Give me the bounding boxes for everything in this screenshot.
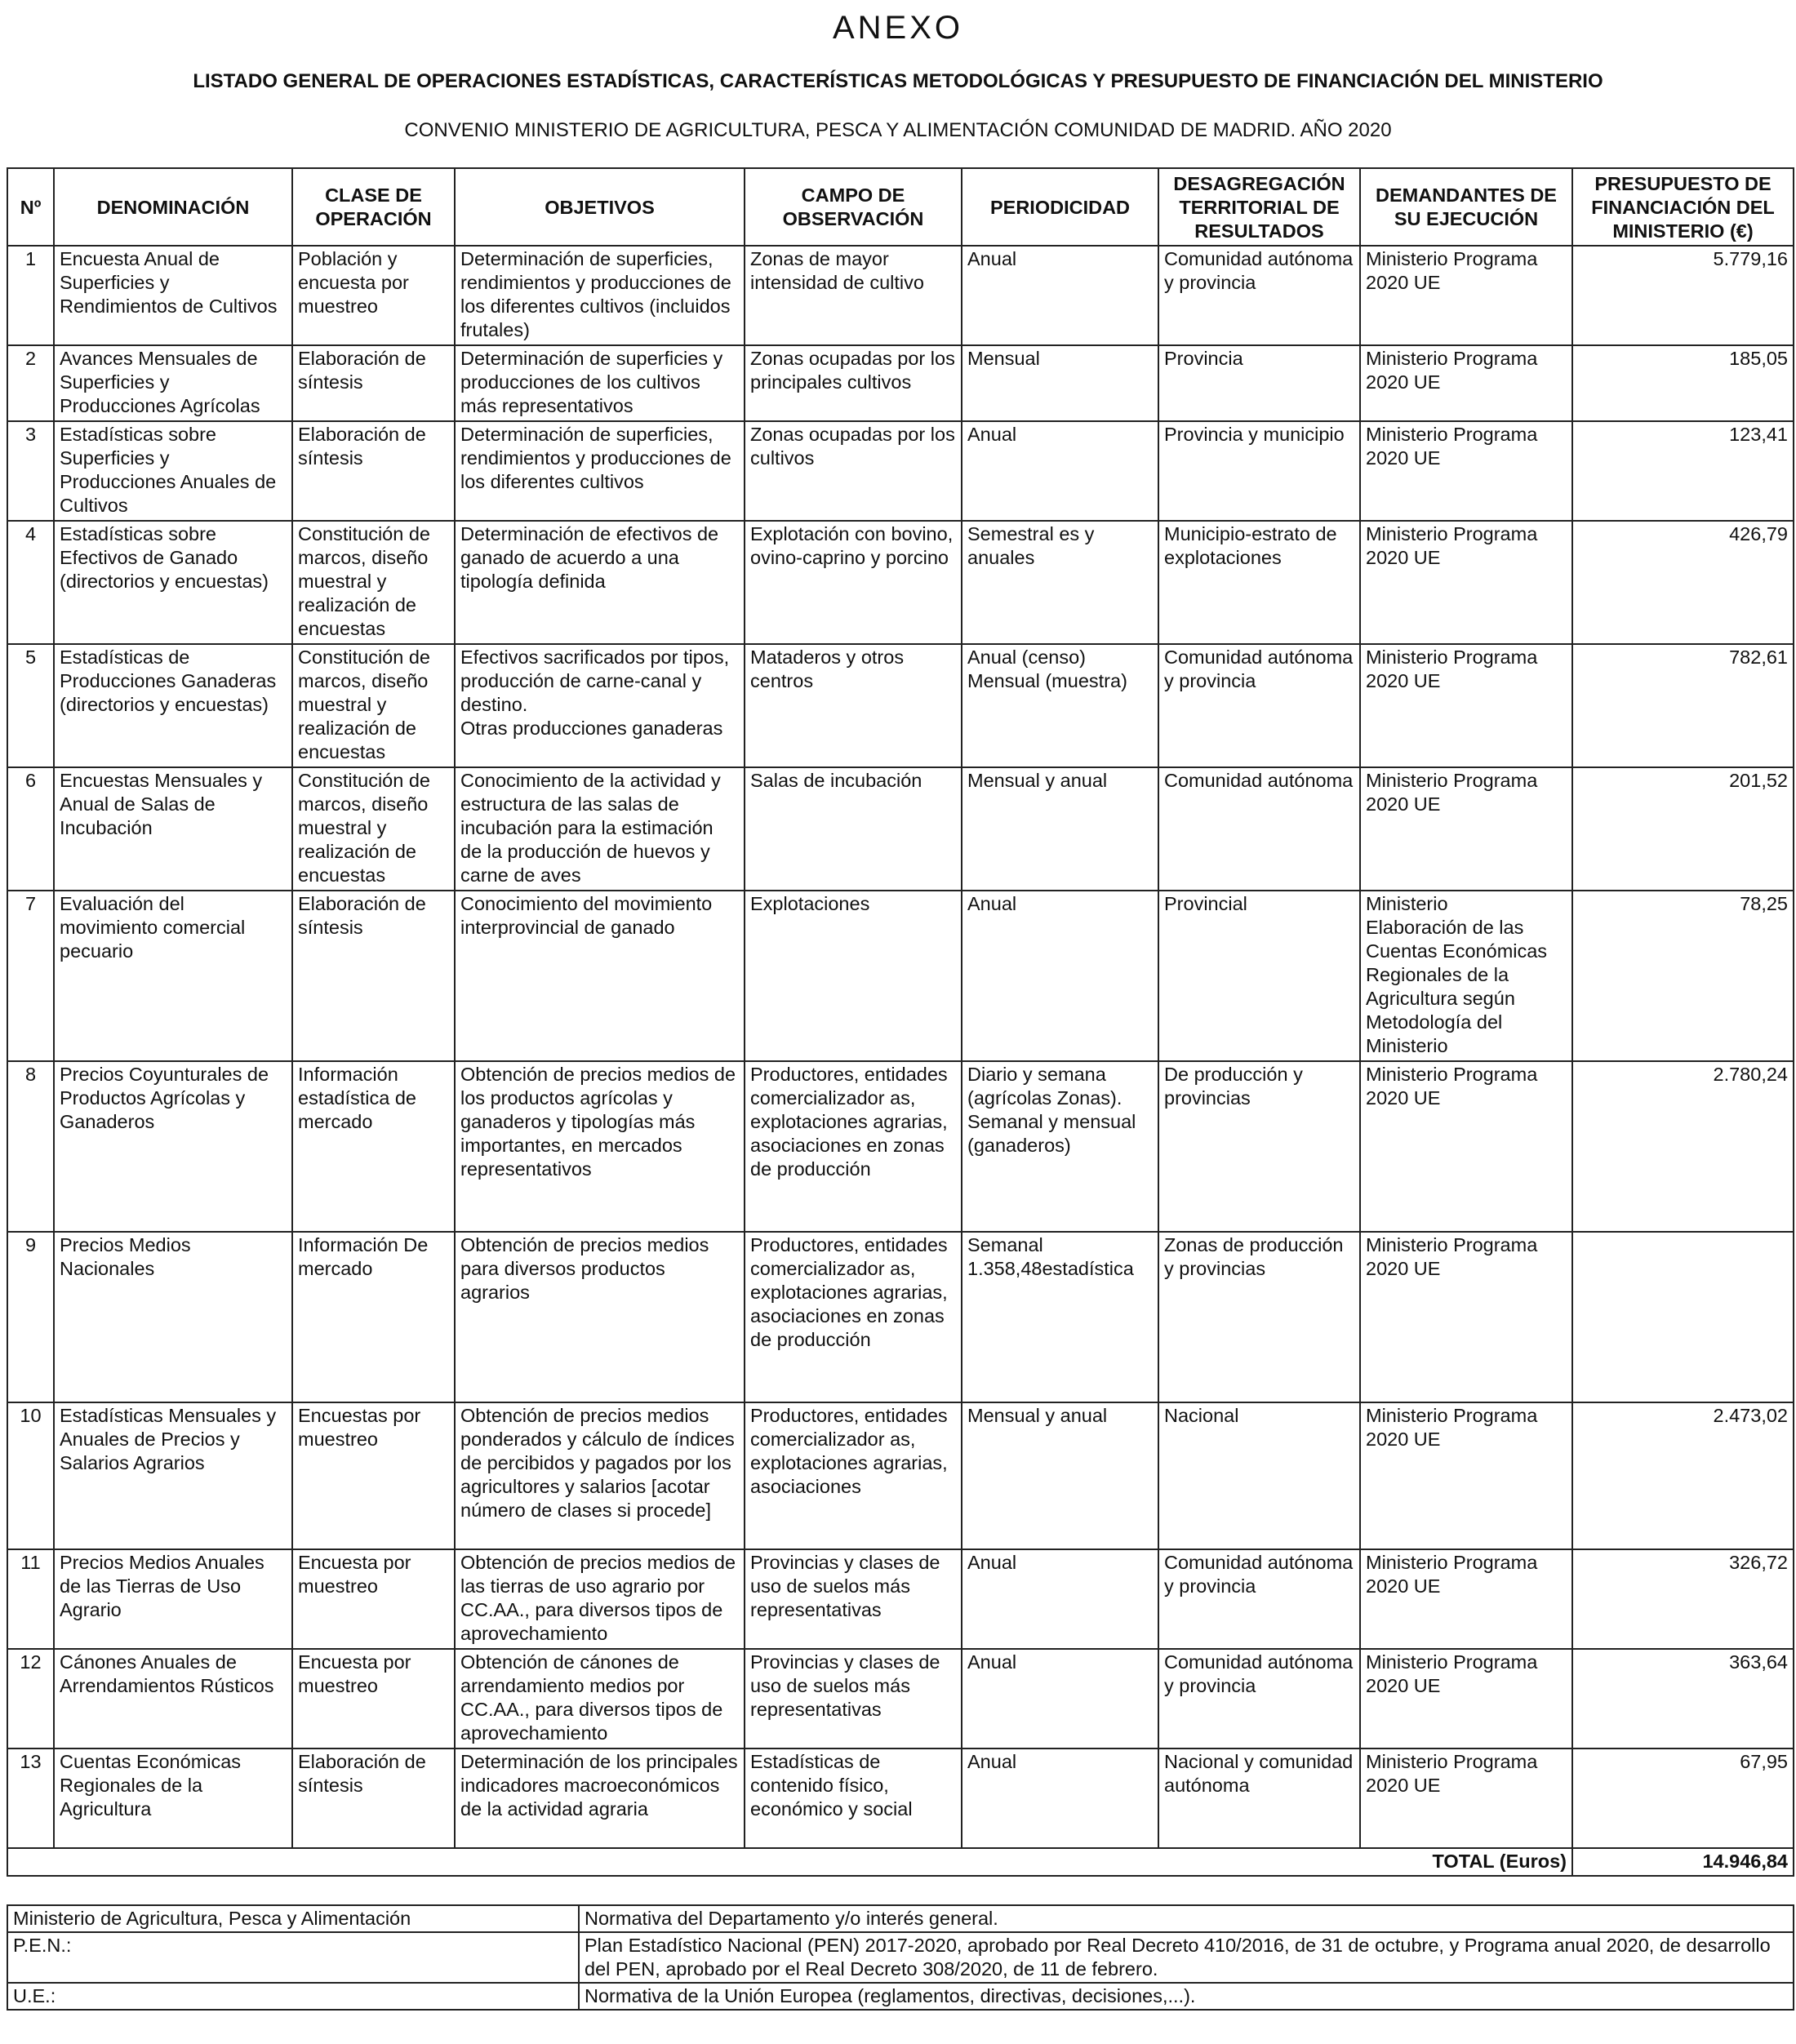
cell-demandantes: Ministerio Programa 2020 UE — [1360, 1649, 1572, 1749]
cell-presupuesto: 363,64 — [1572, 1649, 1794, 1749]
legend-term: P.E.N.: — [7, 1932, 579, 1983]
cell-desagregacion: Comunidad autónoma y provincia — [1158, 1549, 1360, 1649]
total-row — [7, 1848, 1794, 1876]
cell-clase: Constitución de marcos, diseño muestral y realización de encuestas — [292, 521, 455, 644]
cell-denominacion: Estadísticas Mensuales y Anuales de Precios y Salarios Agrarios — [54, 1402, 292, 1549]
table-row — [7, 246, 1794, 345]
cell-objetivos: Determinación de superficies y producciones de los cultivos más representativos — [455, 345, 745, 421]
table-row — [7, 1402, 1794, 1549]
page-title: ANEXO — [832, 10, 964, 46]
cell-periodicidad: Diario y semana (agrícolas Zonas). Semanal y mensual (ganaderos) — [962, 1061, 1158, 1232]
legend-definition: Plan Estadístico Nacional (PEN) 2017-2020, aprobado por Real Decreto 410/2016, de 31 de octubre, y Programa anual 2020, de desarrollo del PEN, aprobado por el Real Decreto 308/2020, de 11 de febrero. — [579, 1932, 1794, 1983]
cell-denominacion: Estadísticas sobre Efectivos de Ganado (directorios y encuestas) — [54, 521, 292, 644]
cell-presupuesto: 426,79 — [1572, 521, 1794, 644]
cell-demandantes: Ministerio Programa 2020 UE — [1360, 521, 1572, 644]
cell-periodicidad: Anual — [962, 1649, 1158, 1749]
legend-row — [7, 1905, 1794, 1932]
table-row — [7, 1549, 1794, 1649]
total-label: TOTAL (Euros) — [7, 1848, 1572, 1876]
cell-demandantes: Ministerio Programa 2020 UE — [1360, 1549, 1572, 1649]
header-periodicidad: PERIODICIDAD — [962, 168, 1158, 246]
cell-denominacion: Avances Mensuales de Superficies y Producciones Agrícolas — [54, 345, 292, 421]
cell-demandantes: Ministerio Programa 2020 UE — [1360, 1061, 1572, 1232]
table-row — [7, 644, 1794, 767]
cell-num: 5 — [7, 644, 54, 767]
cell-clase: Información estadística de mercado — [292, 1061, 455, 1232]
cell-num: 3 — [7, 421, 54, 521]
cell-presupuesto — [1572, 1232, 1794, 1402]
cell-clase: Población y encuesta por muestreo — [292, 246, 455, 345]
cell-objetivos: Determinación de efectivos de ganado de acuerdo a una tipología definida — [455, 521, 745, 644]
cell-presupuesto: 78,25 — [1572, 891, 1794, 1061]
cell-desagregacion: Comunidad autónoma — [1158, 767, 1360, 891]
legend-row — [7, 1932, 1794, 1983]
cell-objetivos: Obtención de precios medios de los productos agrícolas y ganaderos y tipologías más importantes, en mercados representativos — [455, 1061, 745, 1232]
header-demandantes: DEMANDANTES DE SU EJECUCIÓN — [1360, 168, 1572, 246]
cell-presupuesto: 5.779,16 — [1572, 246, 1794, 345]
cell-objetivos: Obtención de precios medios para diversos productos agrarios — [455, 1232, 745, 1402]
cell-clase: Elaboración de síntesis — [292, 421, 455, 521]
table-row — [7, 1749, 1794, 1848]
cell-objetivos: Conocimiento del movimiento interprovincial de ganado — [455, 891, 745, 1061]
cell-periodicidad: Mensual y anual — [962, 767, 1158, 891]
cell-objetivos: Obtención de precios medios ponderados y cálculo de índices de percibidos y pagados por los agricultores y salarios [acotar número de clases si procede] — [455, 1402, 745, 1549]
table-row — [7, 767, 1794, 891]
table-row — [7, 345, 1794, 421]
cell-desagregacion: Nacional y comunidad autónoma — [1158, 1749, 1360, 1848]
cell-denominacion: Precios Medios Nacionales — [54, 1232, 292, 1402]
table-row — [7, 891, 1794, 1061]
cell-clase: Información De mercado — [292, 1232, 455, 1402]
cell-denominacion: Precios Coyunturales de Productos Agrícolas y Ganaderos — [54, 1061, 292, 1232]
cell-clase: Encuesta por muestreo — [292, 1549, 455, 1649]
cell-demandantes: Ministerio Programa 2020 UE — [1360, 345, 1572, 421]
legend-body — [7, 1905, 1794, 2010]
cell-objetivos: Determinación de los principales indicadores macroeconómicos de la actividad agraria — [455, 1749, 745, 1848]
cell-num: 13 — [7, 1749, 54, 1848]
table-row — [7, 421, 1794, 521]
cell-num: 7 — [7, 891, 54, 1061]
legend-definition: Normativa del Departamento y/o interés general. — [579, 1905, 1794, 1932]
cell-num: 2 — [7, 345, 54, 421]
header-denominacion: DENOMINACIÓN — [54, 168, 292, 246]
cell-desagregacion: De producción y provincias — [1158, 1061, 1360, 1232]
cell-desagregacion: Provincial — [1158, 891, 1360, 1061]
cell-campo: Productores, entidades comercializador as, explotaciones agrarias, asociaciones en zonas de producción — [745, 1232, 962, 1402]
cell-campo: Productores, entidades comercializador as, explotaciones agrarias, asociaciones en zonas de producción — [745, 1061, 962, 1232]
cell-demandantes: Ministerio Programa 2020 UE — [1360, 421, 1572, 521]
cell-periodicidad: Semestral es y anuales — [962, 521, 1158, 644]
cell-demandantes: Ministerio Programa 2020 UE — [1360, 767, 1572, 891]
cell-num: 4 — [7, 521, 54, 644]
cell-denominacion: Precios Medios Anuales de las Tierras de Uso Agrario — [54, 1549, 292, 1649]
cell-desagregacion: Comunidad autónoma y provincia — [1158, 246, 1360, 345]
cell-objetivos: Determinación de superficies, rendimientos y producciones de los diferentes cultivos (incluidos frutales) — [455, 246, 745, 345]
cell-periodicidad: Anual (censo) Mensual (muestra) — [962, 644, 1158, 767]
header-num: Nº — [7, 168, 54, 246]
cell-presupuesto: 782,61 — [1572, 644, 1794, 767]
cell-clase: Encuesta por muestreo — [292, 1649, 455, 1749]
table-row — [7, 521, 1794, 644]
cell-campo: Explotación con bovino, ovino-caprino y porcino — [745, 521, 962, 644]
cell-num: 12 — [7, 1649, 54, 1749]
cell-campo: Salas de incubación — [745, 767, 962, 891]
cell-demandantes: Ministerio Programa 2020 UE — [1360, 1749, 1572, 1848]
legend-table — [7, 1904, 1794, 2011]
cell-denominacion: Encuesta Anual de Superficies y Rendimientos de Cultivos — [54, 246, 292, 345]
cell-desagregacion: Zonas de producción y provincias — [1158, 1232, 1360, 1402]
table-row — [7, 1061, 1794, 1232]
table-body — [7, 246, 1794, 1848]
cell-desagregacion: Provincia — [1158, 345, 1360, 421]
cell-periodicidad: Anual — [962, 891, 1158, 1061]
cell-denominacion: Cuentas Económicas Regionales de la Agricultura — [54, 1749, 292, 1848]
cell-desagregacion: Provincia y municipio — [1158, 421, 1360, 521]
cell-num: 1 — [7, 246, 54, 345]
cell-presupuesto: 67,95 — [1572, 1749, 1794, 1848]
legend-definition: Normativa de la Unión Europea (reglamentos, directivas, decisiones,...). — [579, 1983, 1794, 2010]
total-value: 14.946,84 — [1572, 1848, 1794, 1876]
cell-demandantes: Ministerio Programa 2020 UE — [1360, 246, 1572, 345]
cell-periodicidad: Semanal 1.358,48estadística — [962, 1232, 1158, 1402]
cell-periodicidad: Mensual y anual — [962, 1402, 1158, 1549]
cell-presupuesto: 201,52 — [1572, 767, 1794, 891]
header-objetivos: OBJETIVOS — [455, 168, 745, 246]
cell-desagregacion: Municipio-estrato de explotaciones — [1158, 521, 1360, 644]
cell-campo: Zonas de mayor intensidad de cultivo — [745, 246, 962, 345]
cell-campo: Explotaciones — [745, 891, 962, 1061]
cell-campo: Mataderos y otros centros — [745, 644, 962, 767]
cell-desagregacion: Nacional — [1158, 1402, 1360, 1549]
cell-desagregacion: Comunidad autónoma y provincia — [1158, 644, 1360, 767]
cell-objetivos: Determinación de superficies, rendimientos y producciones de los diferentes cultivos — [455, 421, 745, 521]
cell-objetivos: Obtención de cánones de arrendamiento medios por CC.AA., para diversos tipos de aprovechamiento — [455, 1649, 745, 1749]
cell-num: 6 — [7, 767, 54, 891]
legend-term: U.E.: — [7, 1983, 579, 2010]
cell-objetivos: Conocimiento de la actividad y estructura de las salas de incubación para la estimación de la producción de huevos y carne de aves — [455, 767, 745, 891]
cell-demandantes: Ministerio Elaboración de las Cuentas Económicas Regionales de la Agricultura según Metodología del Ministerio — [1360, 891, 1572, 1061]
legend-term: Ministerio de Agricultura, Pesca y Alimentación — [7, 1905, 579, 1932]
cell-denominacion: Estadísticas sobre Superficies y Producciones Anuales de Cultivos — [54, 421, 292, 521]
cell-periodicidad: Anual — [962, 1549, 1158, 1649]
cell-objetivos: Obtención de precios medios de las tierras de uso agrario por CC.AA., para diversos tipos de aprovechamiento — [455, 1549, 745, 1649]
cell-campo: Provincias y clases de uso de suelos más representativas — [745, 1549, 962, 1649]
cell-campo: Provincias y clases de uso de suelos más representativas — [745, 1649, 962, 1749]
cell-num: 11 — [7, 1549, 54, 1649]
cell-denominacion: Encuestas Mensuales y Anual de Salas de Incubación — [54, 767, 292, 891]
table-row — [7, 1232, 1794, 1402]
cell-demandantes: Ministerio Programa 2020 UE — [1360, 1402, 1572, 1549]
legend-row — [7, 1983, 1794, 2010]
cell-periodicidad: Anual — [962, 246, 1158, 345]
cell-periodicidad: Anual — [962, 421, 1158, 521]
cell-clase: Encuestas por muestreo — [292, 1402, 455, 1549]
cell-campo: Productores, entidades comercializador as, explotaciones agrarias, asociaciones — [745, 1402, 962, 1549]
header-campo: CAMPO DE OBSERVACIÓN — [745, 168, 962, 246]
cell-clase: Elaboración de síntesis — [292, 891, 455, 1061]
cell-clase: Elaboración de síntesis — [292, 1749, 455, 1848]
header-desagregacion: DESAGREGACIÓN TERRITORIAL DE RESULTADOS — [1158, 168, 1360, 246]
cell-presupuesto: 2.473,02 — [1572, 1402, 1794, 1549]
document-subtitle: LISTADO GENERAL DE OPERACIONES ESTADÍSTICAS, CARACTERÍSTICAS METODOLÓGICAS Y PRESUPUESTO DE FINANCIACIÓN DEL MINISTERIO — [193, 70, 1603, 92]
cell-periodicidad: Anual — [962, 1749, 1158, 1848]
cell-presupuesto: 2.780,24 — [1572, 1061, 1794, 1232]
cell-num: 8 — [7, 1061, 54, 1232]
cell-periodicidad: Mensual — [962, 345, 1158, 421]
cell-denominacion: Estadísticas de Producciones Ganaderas (directorios y encuestas) — [54, 644, 292, 767]
cell-demandantes: Ministerio Programa 2020 UE — [1360, 1232, 1572, 1402]
cell-demandantes: Ministerio Programa 2020 UE — [1360, 644, 1572, 767]
cell-denominacion: Evaluación del movimiento comercial pecuario — [54, 891, 292, 1061]
cell-clase: Elaboración de síntesis — [292, 345, 455, 421]
agreement-title: CONVENIO MINISTERIO DE AGRICULTURA, PESCA Y ALIMENTACIÓN COMUNIDAD DE MADRID. AÑO 2020 — [404, 119, 1392, 141]
cell-num: 9 — [7, 1232, 54, 1402]
cell-campo: Estadísticas de contenido físico, económico y social — [745, 1749, 962, 1848]
header-clase: CLASE DE OPERACIÓN — [292, 168, 455, 246]
table-row — [7, 1649, 1794, 1749]
cell-clase: Constitución de marcos, diseño muestral y realización de encuestas — [292, 644, 455, 767]
table-header-row — [7, 168, 1794, 246]
operations-table — [7, 167, 1794, 1877]
cell-campo: Zonas ocupadas por los principales cultivos — [745, 345, 962, 421]
cell-campo: Zonas ocupadas por los cultivos — [745, 421, 962, 521]
cell-presupuesto: 123,41 — [1572, 421, 1794, 521]
header-presupuesto: PRESUPUESTO DE FINANCIACIÓN DEL MINISTERIO (€) — [1572, 168, 1794, 246]
cell-clase: Constitución de marcos, diseño muestral y realización de encuestas — [292, 767, 455, 891]
cell-desagregacion: Comunidad autónoma y provincia — [1158, 1649, 1360, 1749]
cell-presupuesto: 326,72 — [1572, 1549, 1794, 1649]
cell-denominacion: Cánones Anuales de Arrendamientos Rústicos — [54, 1649, 292, 1749]
cell-objetivos: Efectivos sacrificados por tipos, producción de carne-canal y destino. Otras producciones ganaderas — [455, 644, 745, 767]
cell-num: 10 — [7, 1402, 54, 1549]
cell-presupuesto: 185,05 — [1572, 345, 1794, 421]
